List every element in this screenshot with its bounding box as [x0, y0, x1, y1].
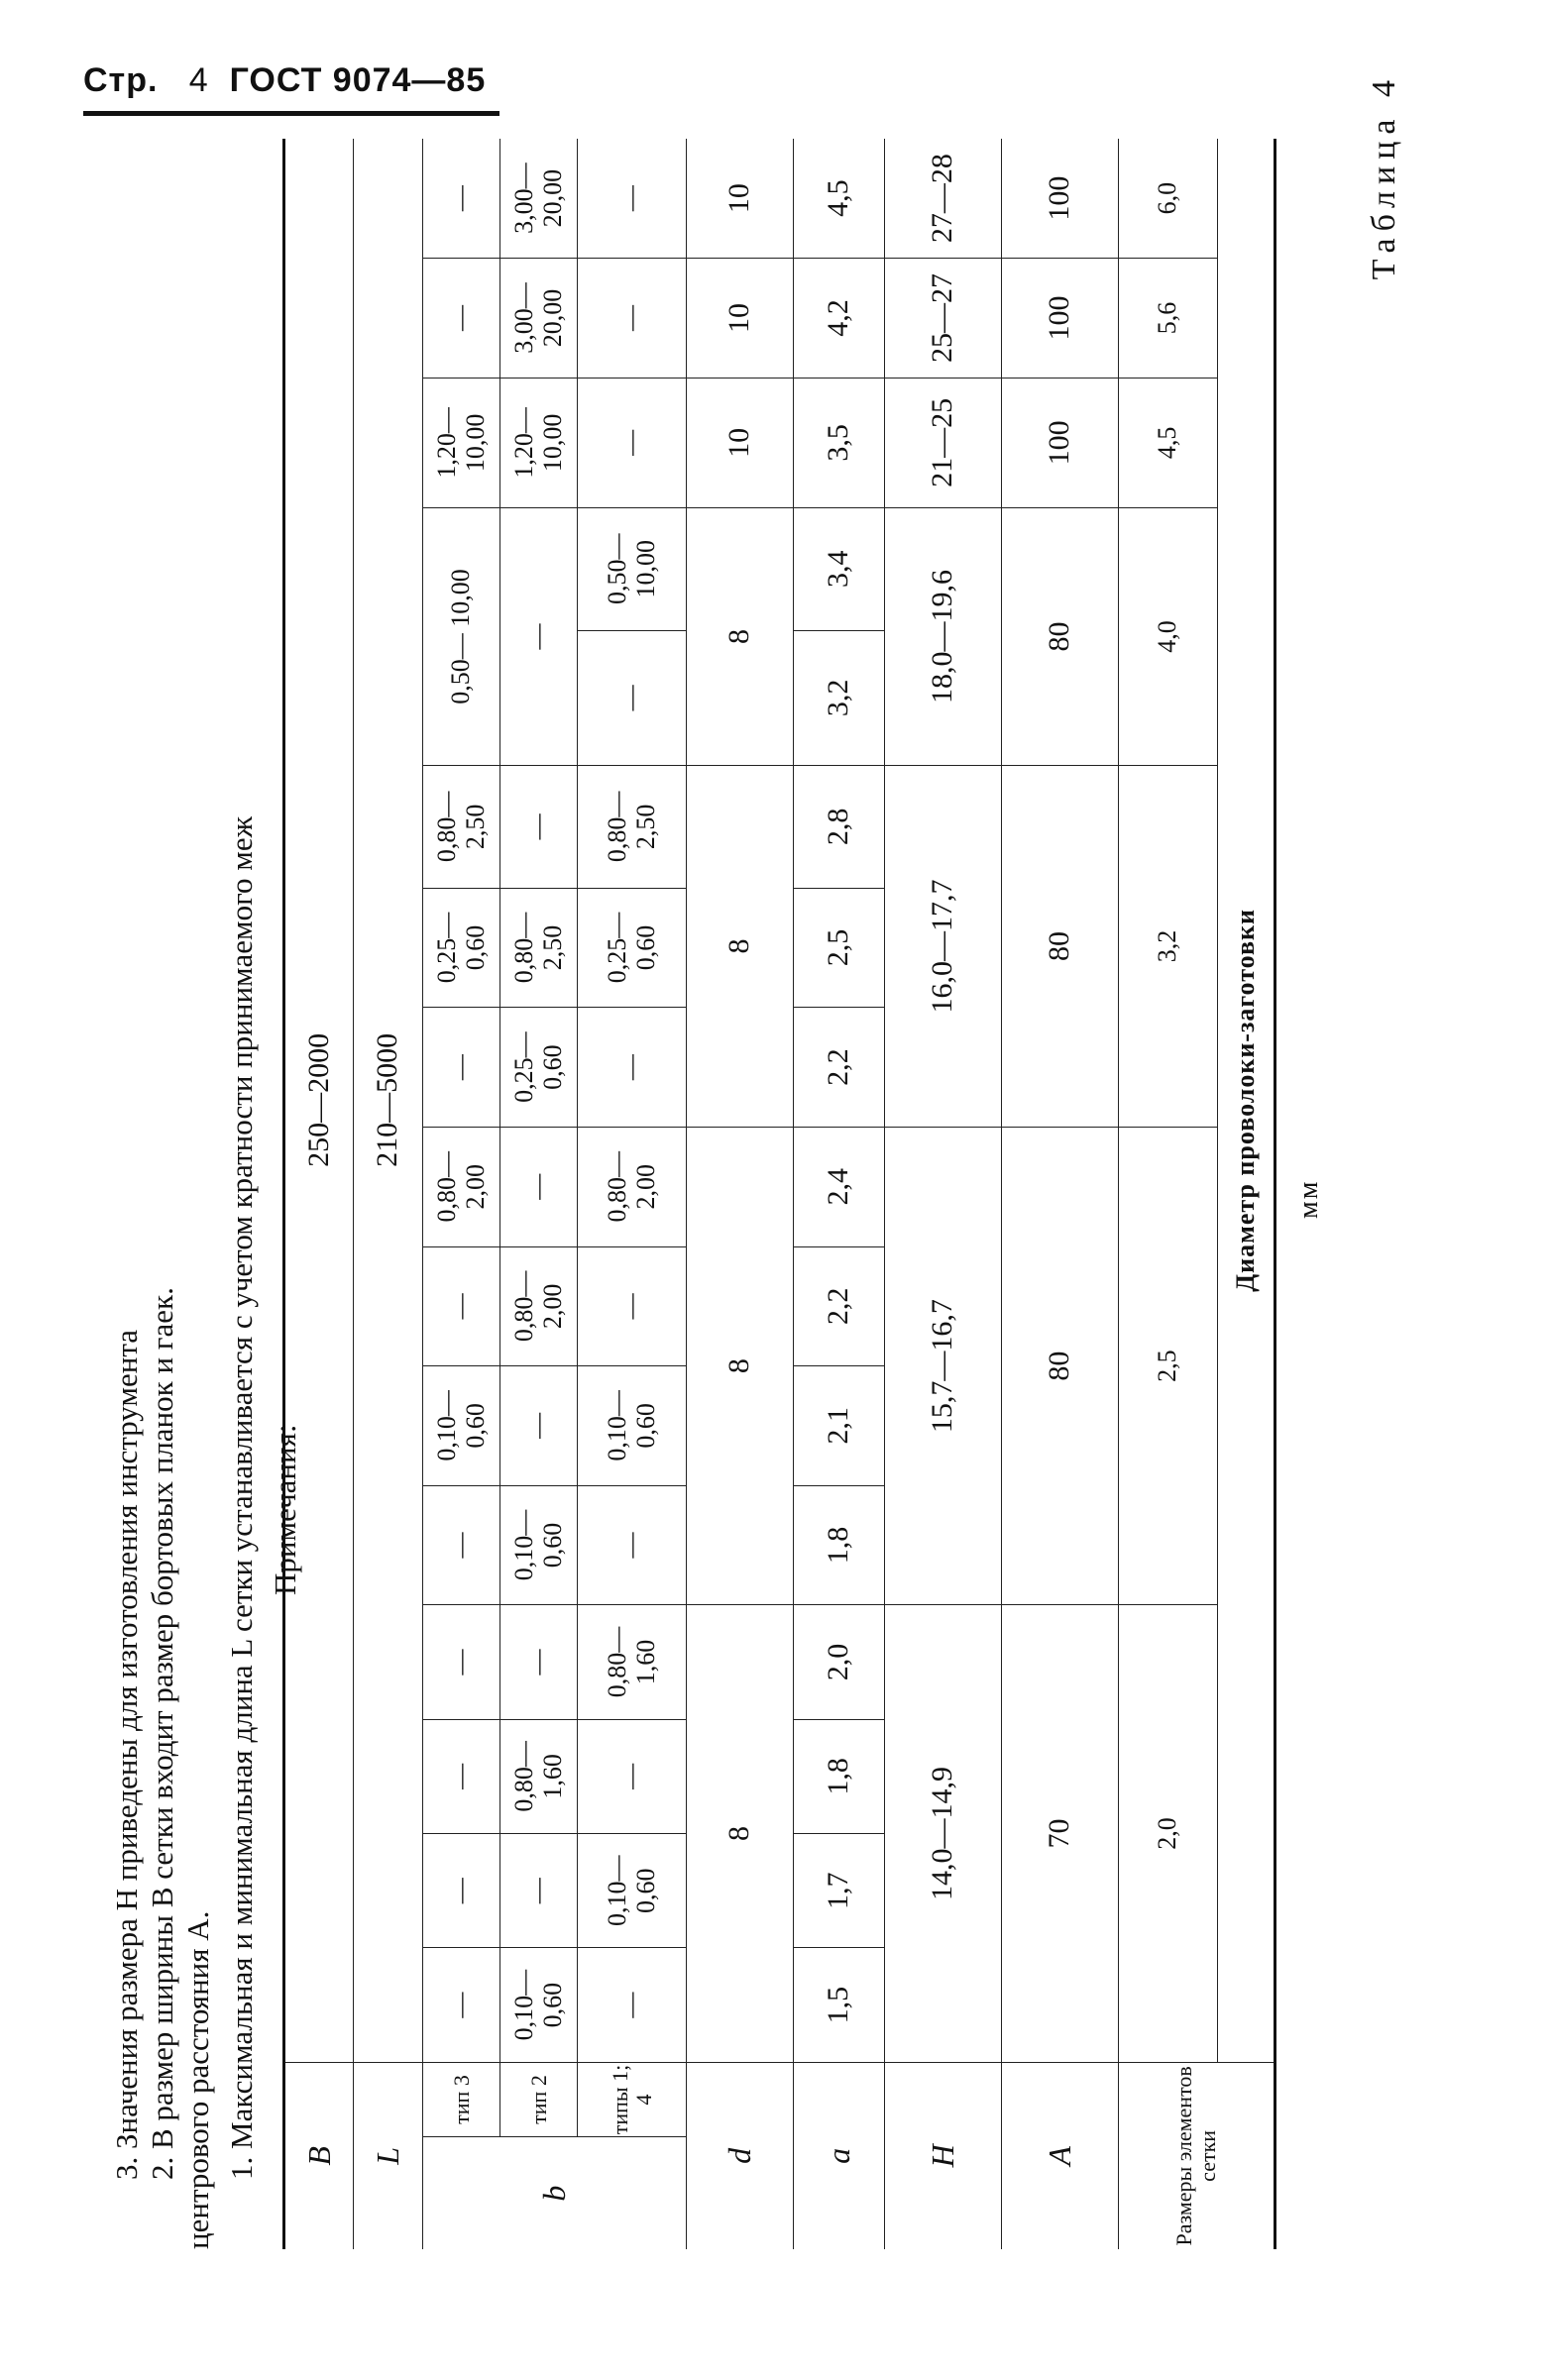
- a-c15: 4,2: [794, 259, 885, 379]
- a-c4: 2,0: [794, 1605, 885, 1719]
- b-type2-label: тип 2: [500, 2062, 578, 2137]
- row-label-H: H: [885, 2062, 1002, 2249]
- b2-c6: —: [500, 1366, 578, 1486]
- b3-c9: —: [423, 1008, 500, 1128]
- b3-c1: —: [423, 1948, 500, 2062]
- b2-c4: —: [500, 1605, 578, 1719]
- row-a: [794, 139, 885, 2249]
- A-2-5: 80: [1002, 1127, 1119, 1604]
- row-group-heading: [1218, 139, 1275, 2249]
- b3-c4: —: [423, 1605, 500, 1719]
- a-c5: 1,8: [794, 1485, 885, 1605]
- d-2-0: 8: [687, 1605, 794, 2062]
- row-diameters: [1119, 139, 1218, 2249]
- d-4-0: 8: [687, 507, 794, 765]
- b2-c5: 0,10— 0,60: [500, 1485, 578, 1605]
- a-c1: 1,5: [794, 1948, 885, 2062]
- page-label: Стр.: [83, 61, 159, 99]
- column-group-label: Диаметр проволоки-заготовки: [1218, 139, 1275, 2062]
- a-c13: 3,4: [794, 507, 885, 630]
- d-5-6: 10: [687, 259, 794, 379]
- note-2: 2. В размер ширины B сетки входит размер бортовых планок и гаек.: [145, 1287, 179, 2180]
- H-4-0: 18,0—19,6: [885, 507, 1002, 765]
- b2-c2: —: [500, 1834, 578, 1948]
- b3-c15: —: [423, 259, 500, 379]
- b14-c9: —: [578, 1008, 687, 1128]
- a-c16: 4,5: [794, 139, 885, 259]
- a-c14: 3,5: [794, 378, 885, 507]
- row-A: [1002, 139, 1119, 2249]
- a-c11: 2,8: [794, 765, 885, 888]
- b2-c3: 0,80— 1,60: [500, 1719, 578, 1833]
- b14-c2: 0,10— 0,60: [578, 1834, 687, 1948]
- b2-c10: 0,80— 2,50: [500, 888, 578, 1008]
- b3-c12: 0,50— 10,00: [423, 507, 500, 765]
- b3-c10: 0,25— 0,60: [423, 888, 500, 1008]
- cell-B-value: 250—2000: [284, 139, 354, 2062]
- d-3-2: 8: [687, 765, 794, 1127]
- diameter-2-5: 2,5: [1119, 1127, 1218, 1604]
- A-5-6: 100: [1002, 259, 1119, 379]
- A-3-2: 80: [1002, 765, 1119, 1127]
- diameter-4-0: 4,0: [1119, 507, 1218, 765]
- b2-c7: 0,80— 2,00: [500, 1246, 578, 1366]
- row-b-type2: [500, 139, 578, 2249]
- b3-c7: —: [423, 1246, 500, 1366]
- b2-c16: 3,00— 20,00: [500, 139, 578, 259]
- b3-c5: —: [423, 1485, 500, 1605]
- rotated-table-block: [109, 48, 1473, 2289]
- b2-c8: —: [500, 1127, 578, 1246]
- a-c10: 2,5: [794, 888, 885, 1008]
- A-4-5: 100: [1002, 378, 1119, 507]
- diameter-6-0: 6,0: [1119, 139, 1218, 259]
- page-number: 4: [188, 61, 209, 99]
- a-c6: 2,1: [794, 1366, 885, 1486]
- b14-c1: —: [578, 1948, 687, 2062]
- b14-c7: —: [578, 1246, 687, 1366]
- diameter-2-0: 2,0: [1119, 1605, 1218, 2062]
- b3-c3: —: [423, 1719, 500, 1833]
- a-c12: 3,2: [794, 630, 885, 765]
- b14-c14: —: [578, 378, 687, 507]
- b2-c14: 1,20— 10,00: [500, 378, 578, 507]
- row-B: [284, 139, 354, 2249]
- b-type3-label: тип 3: [423, 2062, 500, 2137]
- b14-c8: 0,80— 2,00: [578, 1127, 687, 1246]
- diameter-5-6: 5,6: [1119, 259, 1218, 379]
- b-type14-label: типы 1; 4: [578, 2062, 687, 2137]
- table-title: Таблица 4: [1366, 73, 1402, 280]
- H-4-5: 21—25: [885, 378, 1002, 507]
- row-L: [354, 139, 423, 2249]
- A-4-0: 80: [1002, 507, 1119, 765]
- b14-c4: 0,80— 1,60: [578, 1605, 687, 1719]
- standard-designation: ГОСТ 9074—85: [229, 61, 487, 99]
- b2-c12: —: [500, 507, 578, 765]
- b2-c9: 0,25— 0,60: [500, 1008, 578, 1128]
- a-c2: 1,7: [794, 1834, 885, 1948]
- row-label-a: a: [794, 2062, 885, 2249]
- b2-c15: 3,00— 20,00: [500, 259, 578, 379]
- a-c3: 1,8: [794, 1719, 885, 1833]
- a-c7: 2,2: [794, 1246, 885, 1366]
- note-1: 1. Максимальная и минимальная длина L сетки устанавливается с учетом кратности принимаемого меж: [224, 815, 259, 2180]
- row-H: [885, 139, 1002, 2249]
- b3-c16: —: [423, 139, 500, 259]
- unit-label: мм: [1293, 1179, 1324, 1219]
- row-header-label: Размеры элементов сетки: [1119, 2062, 1275, 2249]
- row-label-d: d: [687, 2062, 794, 2249]
- b14-c5: —: [578, 1485, 687, 1605]
- row-label-B: B: [284, 2062, 354, 2249]
- b3-c2: —: [423, 1834, 500, 1948]
- b14-c10: 0,25— 0,60: [578, 888, 687, 1008]
- b14-c15: —: [578, 259, 687, 379]
- diameter-4-5: 4,5: [1119, 378, 1218, 507]
- H-2-0: 14,0—14,9: [885, 1605, 1002, 2062]
- b3-c8: 0,80— 2,00: [423, 1127, 500, 1246]
- H-2-5: 15,7—16,7: [885, 1127, 1002, 1604]
- b3-c14: 1,20— 10,00: [423, 378, 500, 507]
- row-label-L: L: [354, 2062, 423, 2249]
- d-4-5: 10: [687, 378, 794, 507]
- cell-L-value: 210—5000: [354, 139, 423, 2062]
- note-3: 3. Значения размера H приведены для изготовления инструмента: [109, 1329, 144, 2180]
- H-3-2: 16,0—17,7: [885, 765, 1002, 1127]
- diameter-3-2: 3,2: [1119, 765, 1218, 1127]
- row-b-type3: [423, 139, 500, 2249]
- a-c8: 2,4: [794, 1127, 885, 1246]
- row-label-b: b: [423, 2137, 687, 2249]
- b14-c13: 0,50— 10,00: [578, 507, 687, 630]
- row-b-type14: [578, 139, 687, 2249]
- b14-c12: —: [578, 630, 687, 765]
- b14-c6: 0,10— 0,60: [578, 1366, 687, 1486]
- row-d: [687, 139, 794, 2249]
- b2-c11: —: [500, 765, 578, 888]
- notes-heading: Примечания:: [268, 1424, 302, 1595]
- b3-c6: 0,10— 0,60: [423, 1366, 500, 1486]
- dimensions-table: [282, 139, 1276, 2249]
- b14-c3: —: [578, 1719, 687, 1833]
- row-label-A: A: [1002, 2062, 1119, 2249]
- H-6-0: 27—28: [885, 139, 1002, 259]
- A-6-0: 100: [1002, 139, 1119, 259]
- b2-c1: 0,10— 0,60: [500, 1948, 578, 2062]
- d-2-5: 8: [687, 1127, 794, 1604]
- b14-c11: 0,80— 2,50: [578, 765, 687, 888]
- d-6-0: 10: [687, 139, 794, 259]
- b14-c16: —: [578, 139, 687, 259]
- H-5-6: 25—27: [885, 259, 1002, 379]
- A-2-0: 70: [1002, 1605, 1119, 2062]
- note-1-cont: центрового расстояния A.: [180, 1910, 215, 2249]
- b3-c11: 0,80— 2,50: [423, 765, 500, 888]
- a-c9: 2,2: [794, 1008, 885, 1128]
